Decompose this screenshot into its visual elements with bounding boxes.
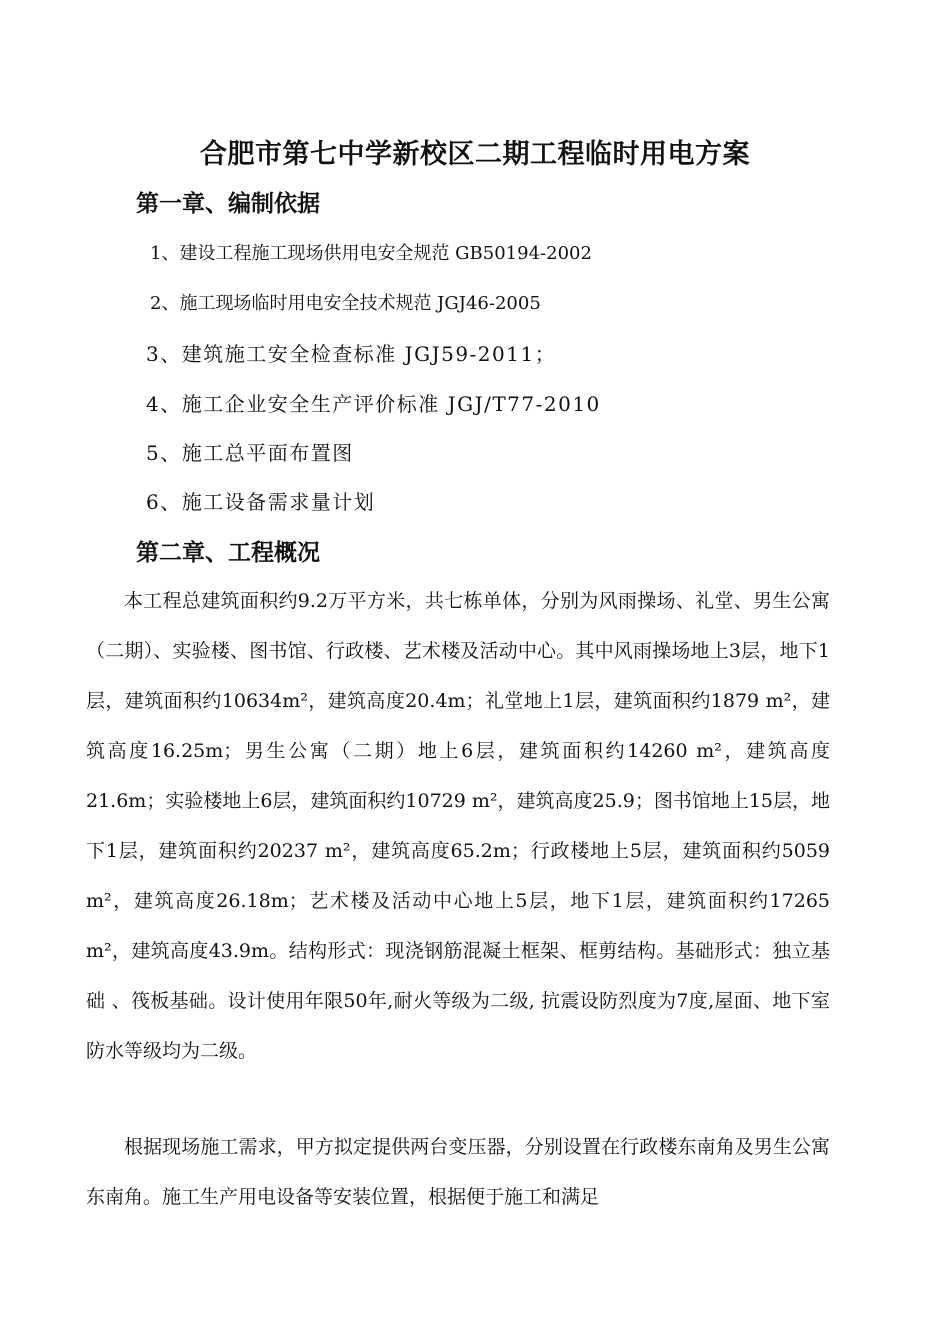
reference-item-6: 6、施工设备需求量计划 — [146, 490, 376, 514]
reference-item-5: 5、施工总平面布置图 — [146, 441, 354, 465]
power-supply-paragraph: 根据现场施工需求，甲方拟定提供两台变压器，分别设置在行政楼东南角及男生公寓东南角。施工生产用电设备等安装位置，根据便于施工和满足 — [86, 1136, 830, 1208]
document-title: 合肥市第七中学新校区二期工程临时用电方案 — [200, 139, 750, 170]
chapter-2-heading: 第二章、工程概况 — [136, 540, 320, 566]
chapter-1-heading: 第一章、编制依据 — [136, 191, 320, 217]
reference-item-3: 3、建筑施工安全检查标准 JGJ59-2011； — [146, 342, 557, 366]
reference-item-2: 2、施工现场临时用电安全技术规范 JGJ46-2005 — [150, 293, 541, 314]
reference-item-1: 1、建设工程施工现场供用电安全规范 GB50194-2002 — [150, 243, 592, 264]
reference-item-4: 4、施工企业安全生产评价标准 JGJ/T77-2010 — [146, 392, 601, 416]
project-overview-paragraph: 本工程总建筑面积约9.2万平方米，共七栋单体，分别为风雨操场、礼堂、男生公寓（二期）、实验楼、图书馆、行政楼、艺术楼及活动中心。其中风雨操场地上3层，地下1层，建筑面积约10634m²，建筑高度20.4m；礼堂地上1层，建筑面积约1879 m²，建筑高度16.25m；男生公寓（二期）地上6层，建筑面积约14260 m²，建筑高度21.6m；实验楼地上6层，建筑面积约10729 m²，建筑高度25.9；图书馆地上15层，地下1层，建筑面积约20237 m²，建筑高度65.2m；行政楼地上5层，建筑面积约5059 m²，建筑高度26.18m；艺术楼及活动中心地上5层，地下1层，建筑面积约17265 m²，建筑高度43.9m。结构形式：现浇钢筋混凝土框架、框剪结构。基础形式：独立基础 、筏板基础。设计使用年限50年,耐火等级为二级, 抗震设防烈度为7度,屋面、地下室防水等级均为二级。 — [86, 590, 831, 1062]
